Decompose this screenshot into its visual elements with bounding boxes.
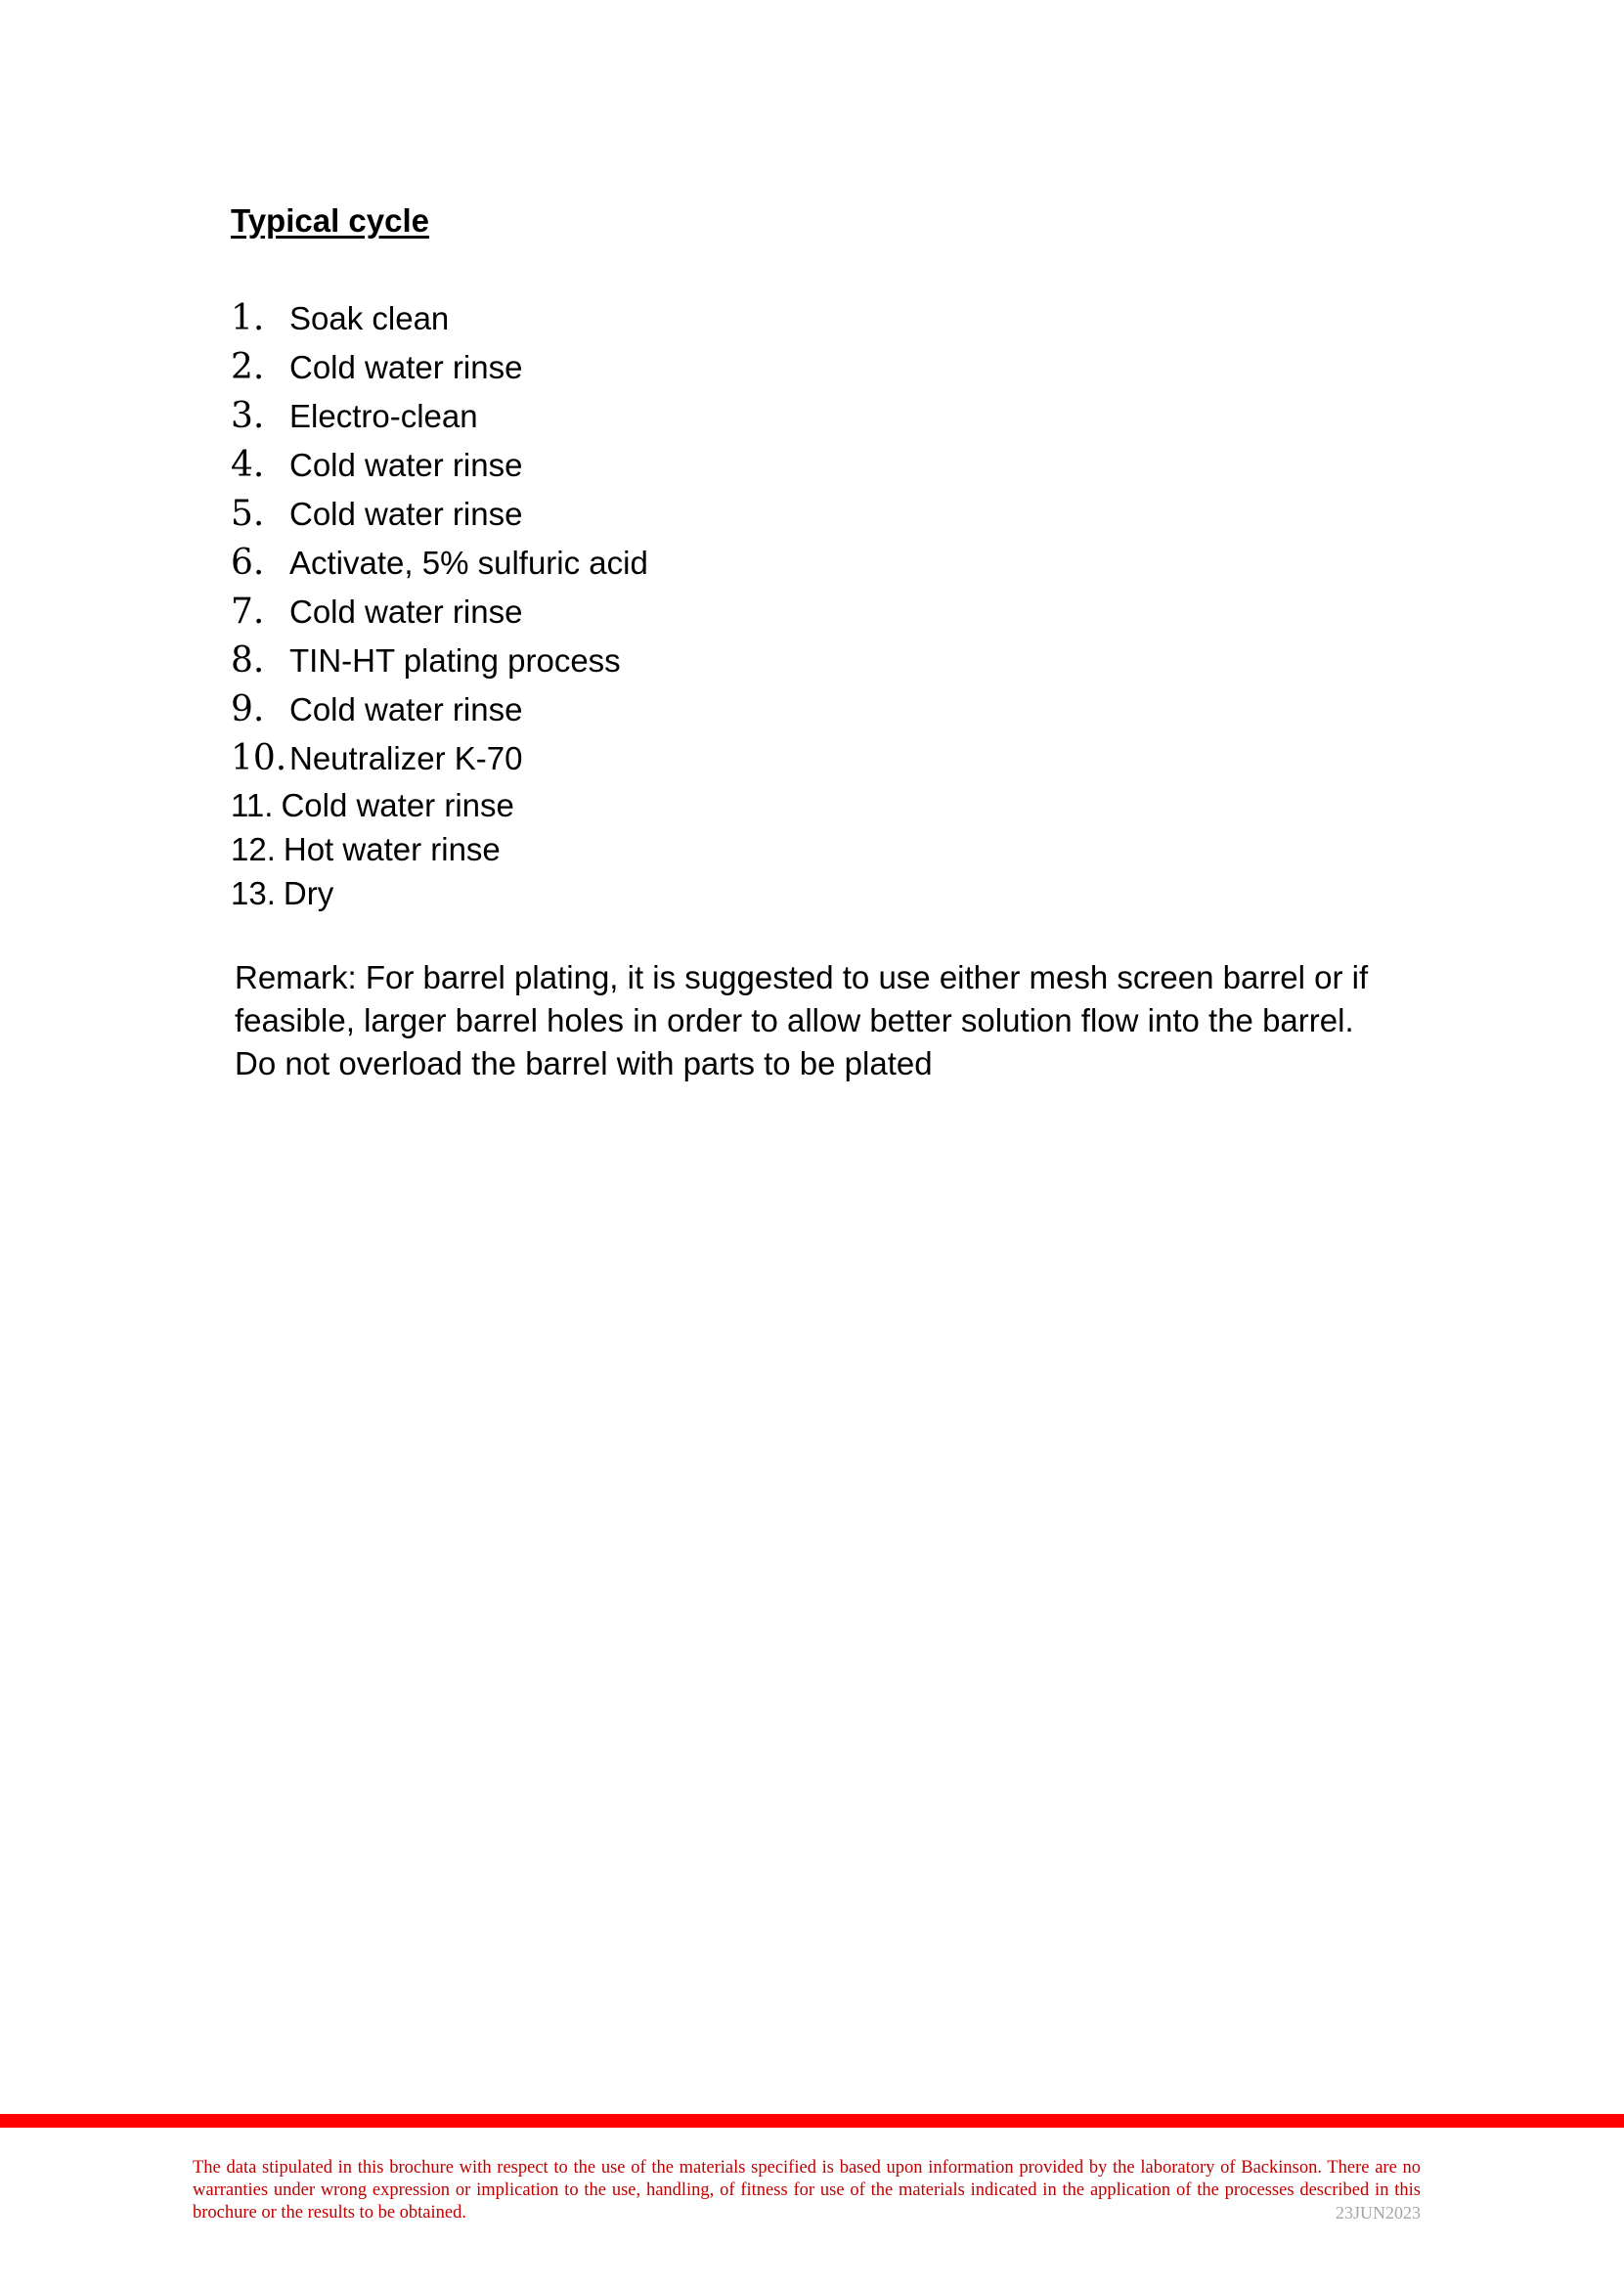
step-text: Dry (283, 875, 334, 911)
cycle-step (231, 490, 648, 539)
step-text: Cold water rinse (289, 594, 523, 630)
step-number: 12. (231, 831, 276, 867)
step-text: Electro-clean (289, 398, 478, 434)
footer-disclaimer: The data stipulated in this brochure with respect to the use of the materials specified is based upon information provided by the laboratory of Backinson. There are no warranties under wrong expression or implication to the use, handling, of fitness for use of the materials indicated in the application of the processes described in this brochure or the results to be obtained. (193, 2158, 1421, 2223)
step-number: 3. (231, 396, 265, 436)
step-number: 10. (231, 738, 287, 778)
step-number: 11. (231, 787, 274, 823)
cycle-step (231, 827, 648, 871)
step-text: Activate, 5% sulfuric acid (289, 545, 648, 581)
remark-paragraph: Remark: For barrel plating, it is suggested to use either mesh screen barrel or if feasible, larger barrel holes in order to allow better solution flow into the barrel. Do not overload the barrel with parts to be plated (235, 959, 1369, 1081)
section-heading: Typical cycle (231, 202, 430, 239)
cycle-step (231, 343, 648, 392)
step-number: 1. (231, 298, 265, 338)
footer-date: 23JUN2023 (1335, 2203, 1421, 2223)
step-number: 13. (231, 875, 276, 911)
cycle-step (231, 588, 648, 637)
step-text: Hot water rinse (283, 831, 501, 867)
cycle-step (231, 637, 648, 685)
cycle-step (231, 294, 648, 343)
cycle-step-list (231, 294, 648, 915)
step-number: 6. (231, 543, 265, 583)
step-number: 7. (231, 592, 265, 632)
step-number: 2. (231, 347, 265, 387)
cycle-step (231, 539, 648, 588)
step-text: Cold water rinse (289, 691, 523, 727)
step-text: Cold water rinse (289, 447, 523, 483)
cycle-step (231, 871, 648, 915)
step-text: Soak clean (289, 300, 450, 336)
step-number: 4. (231, 445, 265, 485)
cycle-step (231, 783, 648, 827)
step-number: 9. (231, 689, 265, 729)
footer-divider-bar (0, 2114, 1624, 2128)
cycle-step (231, 734, 648, 783)
step-text: Cold water rinse (281, 787, 514, 823)
step-number: 8. (231, 640, 265, 681)
step-text: Cold water rinse (289, 496, 523, 532)
step-number: 5. (231, 494, 265, 534)
cycle-step (231, 685, 648, 734)
step-text: Neutralizer K-70 (289, 740, 523, 776)
cycle-step (231, 441, 648, 490)
step-text: TIN-HT plating process (289, 642, 621, 679)
cycle-step (231, 392, 648, 441)
step-text: Cold water rinse (289, 349, 523, 385)
